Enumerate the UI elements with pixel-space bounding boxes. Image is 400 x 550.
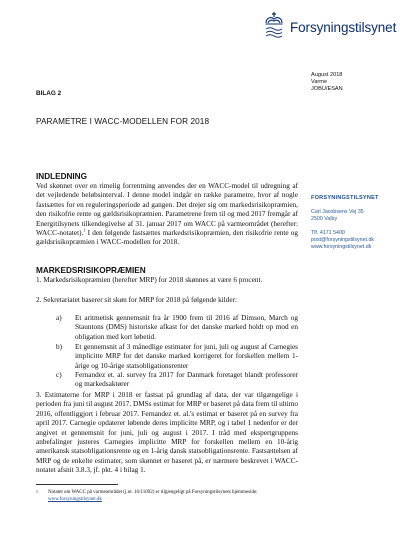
footnote-text: Notatet om WACC på varmeområdet (j.nr. 16/11092) er tilgængeligt på Forsyningstilsynets hjemmeside:	[48, 490, 258, 495]
meta-department: Varme	[311, 79, 328, 86]
section-heading-intro: INDLEDNING	[36, 172, 87, 181]
document-meta	[311, 72, 343, 94]
crown-logo-icon	[262, 10, 286, 40]
footnote-divider	[36, 484, 118, 485]
email-link[interactable]: post@forsyningstilsynet.dk	[311, 237, 375, 244]
footnote-ref[interactable]: 1	[83, 227, 86, 233]
section-heading-market: MARKEDSRISIKOPRÆMIEN	[36, 266, 146, 275]
sidebar-contact	[311, 209, 374, 251]
sidebar-org-name: FORSYNINGSTILSYNET	[311, 195, 379, 201]
address-line2: 2500 Valby	[311, 216, 338, 223]
page-title: PARAMETRE I WACC-MODELLEN FOR 2018	[36, 117, 210, 126]
footnote-number: 1	[36, 489, 38, 494]
footnote-link[interactable]: www.forsyningstilsynet.dk	[48, 496, 102, 502]
paragraph-2: 2. Sekretariatet baserer sit skøn for MRP for 2018 på følgende kilder:	[36, 296, 238, 304]
meta-initials: JOBU/ESAN	[311, 86, 343, 93]
paragraph-3: 3. Estimaterne for MRP i 2018 er fastsat på grundlag af data, der var tilgængelige i perioden fra juni til august 2017. DMSs estimat for MRP er baseret på data frem til ultimo 2016, offentliggjort i februar 2017. Fernandez et. al.'s estimat er baseret på en survey fra april 2017. Carnegie opdaterer løbende deres implicitte MRP, og i tabel 1 nedenfor er der angivet et gennemsnit for juni, juli og august i 2017. I tråd med ekspertgruppens anbefalinger justeres Carnegies implicitte MRP for forskellen mellem en 10-årig amerikansk statsobligationsrente og en 1-årig dansk statsobligationsrente. Fastsættelsen af MRP og de enkelte estimater, som skønnet er baseret på, er nærmere beskrevet i WACC-notatet afsnit 3.8.3, jf. pkt. 4 i bilag 1.	[36, 391, 298, 475]
org-logo-text: Forsyningstilsynet	[290, 20, 397, 35]
paragraph-1: 1. Markedsrisikopræmien (herefter MRP) for 2018 skønnes at være 6 procent.	[36, 276, 263, 284]
website-link[interactable]: www.forsyningstilsynet.dk	[311, 244, 372, 251]
phone: Tlf. 4171 5400	[311, 230, 345, 237]
address-line1: Carl Jacobsens Vej 35	[311, 209, 364, 215]
appendix-label: BILAG 2	[36, 90, 62, 97]
intro-paragraph: Ved skønnet over en rimelig forrentning anvendes der en WACC-model til udregning af det vejledende beløbsinterval. I denne model indgår en række parametre, hvor af nogle fastsættes for en reguleringsperiode ad gangen. Det drejer sig om markedsrisikopræmien, den risikofrie rente og gældsrisikopræmien. Parametrene frem til og med 2017 fremgår af Energitilsynets tilkendegivelse af 31. januar 2017 om WACC på varmeområdet (herefter: WACC-notatet).$^1$ I den følgende fastsættes markedsrisikopræmien, den risikofrie rente og gældsrisikopræmien i WACC-modellen for 2018.	[36, 182, 298, 247]
meta-date: August 2018	[311, 72, 343, 78]
